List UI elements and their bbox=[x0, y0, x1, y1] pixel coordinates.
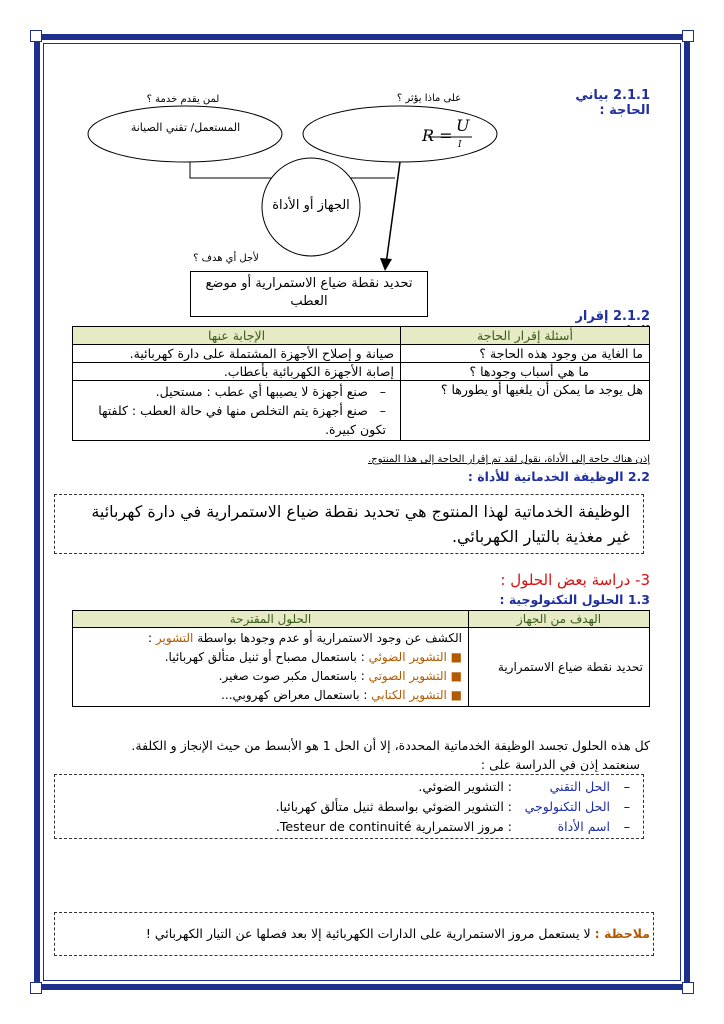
table-header-row bbox=[73, 327, 650, 345]
service-text: الوظيفة الخدماتية لهذا المنتوج هي تحديد نقطة ضياع الاستمرارية في دارة كهربائية غير مغذية بالتيار الكهربائي. bbox=[91, 502, 630, 546]
ellipse-user-label: المستعمل/ تقني الصيانة bbox=[130, 121, 241, 134]
question-cell: ما هي أسباب وجودها ؟ bbox=[401, 363, 650, 381]
note-label: ملاحظة : bbox=[594, 926, 650, 941]
table-row bbox=[73, 628, 650, 707]
validation-conclusion: إذن هناك حاجة إلى الأداة، نقول لقد تم إقرار الحاجة إلى هذا المنتوج. bbox=[368, 454, 650, 465]
answer-cell bbox=[73, 381, 401, 441]
section-heading-solutions: 3- دراسة بعض الحلول : bbox=[500, 571, 650, 589]
device-circle-label: الجهاز أو الأداة bbox=[272, 198, 350, 213]
chosen-row: –الحل التقني: التشوير الضوئي. bbox=[418, 779, 630, 794]
section-heading-validation: 2.1.2 إقرار bbox=[575, 309, 650, 324]
table-row bbox=[73, 363, 650, 381]
answer-bullet: – صنع أجهزة يتم التخلص منها في حالة العطب : كلفتها تكون كبيرة. bbox=[98, 403, 386, 437]
answer-cell: إصابة الأجهزة الكهربائية بأعطاب. bbox=[73, 363, 401, 381]
question-what: على ماذا يؤثر ؟ bbox=[396, 93, 462, 104]
solutions-cell bbox=[73, 628, 469, 707]
question-cell: هل يوجد ما يمكن أن يلغيها أو يطورها ؟ bbox=[401, 381, 650, 441]
goal-box: تحديد نقطة ضياع الاستمرارية أو موضع العطب bbox=[190, 271, 428, 317]
solution-item: ■ التشوير الصوتي : باستعمال مكبر صوت صغير. bbox=[218, 669, 462, 683]
section-heading-service: 2.2 الوظيفة الخدماتية للأداة : bbox=[467, 469, 650, 484]
table-row bbox=[73, 381, 650, 441]
solutions-table bbox=[72, 610, 650, 707]
col-solutions: الحلول المقترحة bbox=[73, 611, 469, 628]
question-goal: لأجل أي هدف ؟ bbox=[193, 253, 259, 264]
col-answers: الإجابة عنها bbox=[73, 327, 401, 345]
chosen-row: –اسم الأداة: مروز الاستمرارية Testeur de continuité. bbox=[275, 819, 630, 834]
question-cell: ما الغاية من وجود هذه الحاجة ؟ bbox=[401, 345, 650, 363]
solution-item: ■ التشوير الكتابي : باستعمال معراض كهروبي... bbox=[221, 688, 462, 702]
note bbox=[64, 926, 650, 941]
solutions-intro: الكشف عن وجود الاستمرارية أو عدم وجودها بواسطة التشوير : bbox=[148, 631, 462, 645]
formula-left: R = bbox=[422, 126, 453, 145]
answer-bullet: – صنع أجهزة لا يصيبها أي عطب : مستحيل. bbox=[155, 384, 386, 399]
col-questions: أسئلة إقرار الحاجة bbox=[401, 327, 650, 345]
solution-item: ■ التشوير الضوئي : باستعمال مصباح أو ثنيل متألق كهربائيا. bbox=[164, 650, 462, 664]
goal-cell: تحديد نقطة ضياع الاستمرارية bbox=[469, 628, 650, 707]
note-text: لا يستعمل مروز الاستمرارية على الدارات الكهربائية إلا بعد فصلها عن التيار الكهربائي ! bbox=[145, 926, 591, 941]
table-header-row bbox=[73, 611, 650, 628]
formula-numerator: U bbox=[456, 116, 470, 135]
section-heading-need-diagram: 2.1.1 بياني الحاجة : bbox=[575, 88, 650, 118]
subsection-heading-tech: 1.3 الحلول التكنولوجية : bbox=[499, 592, 650, 607]
chosen-row: –الحل التكنولوجي: التشوير الضوئي بواسطة ثنيل متألق كهربائيا. bbox=[275, 799, 630, 814]
col-goal: الهدف من الجهاز bbox=[469, 611, 650, 628]
solutions-adopt: سنعتمد إذن في الدراسة على : bbox=[480, 757, 640, 772]
table-row bbox=[73, 345, 650, 363]
validation-table bbox=[72, 326, 650, 441]
solutions-summary: كل هذه الحلول تجسد الوظيفة الخدماتية المحددة، إلا أن الحل 1 هو الأبسط من حيث الإنجاز و الكلفة. bbox=[131, 738, 650, 753]
chosen-solution-list bbox=[90, 777, 630, 837]
answer-cell: صيانة و إصلاح الأجهزة المشتملة على دارة كهربائية. bbox=[73, 345, 401, 363]
question-who: لمن يقدم خدمة ؟ bbox=[146, 94, 220, 105]
formula-denominator: I bbox=[458, 140, 462, 149]
